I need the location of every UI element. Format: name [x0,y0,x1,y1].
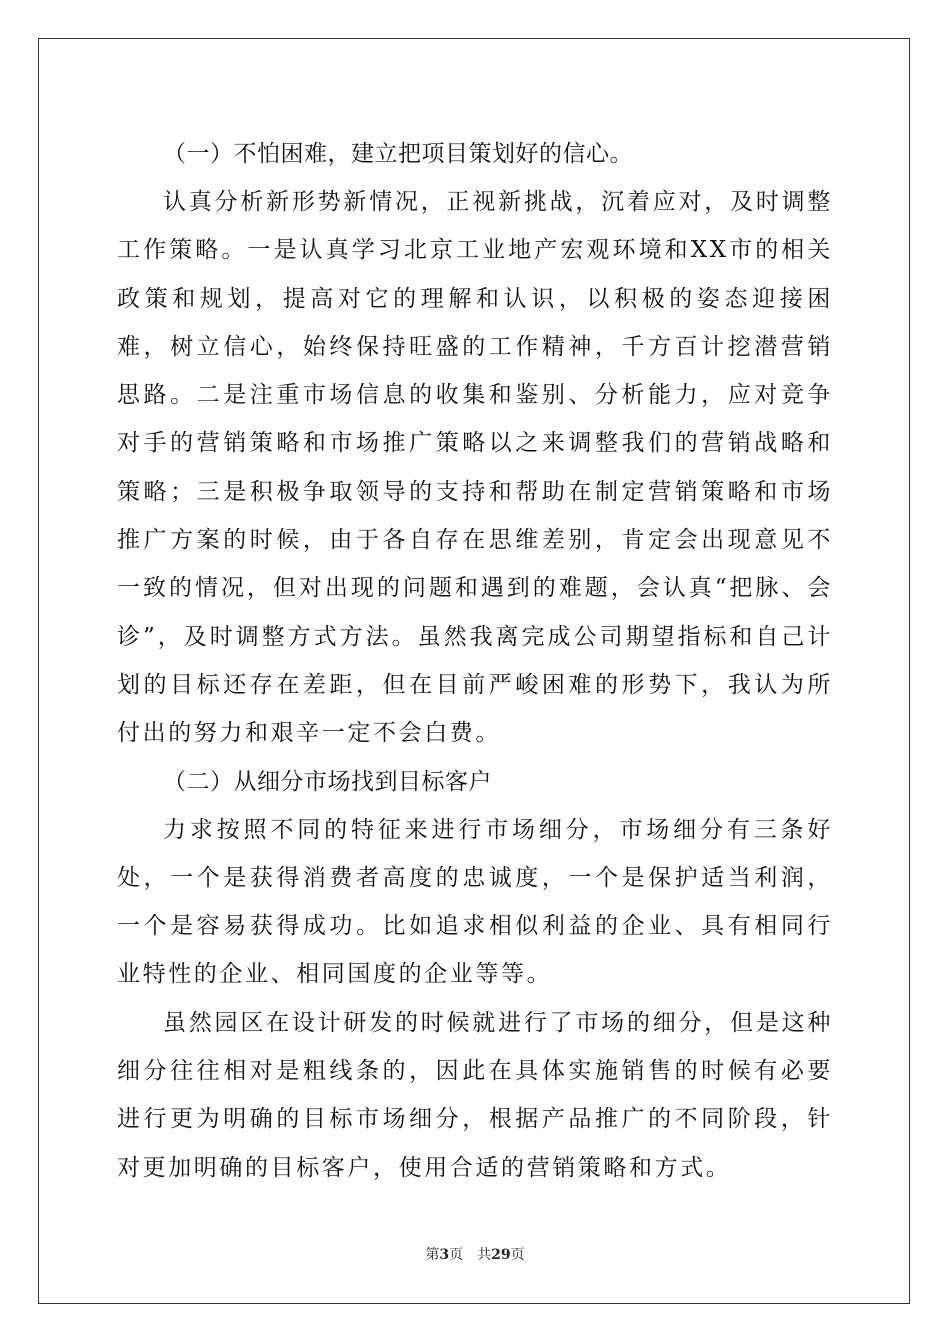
section-paragraph-3: 虽然园区在设计研发的时候就进行了市场的细分，但是这种细分往往相对是粗线条的，因此在具体实施销售的时候有必要进行更为明确的目标市场细分，根据产品推广的不同阶段，针对更加明确的目标客户，使用合适的营销策略和方式。 [117,1009,833,1181]
page-prefix: 第 [425,1247,440,1263]
total-prefix: 共 [477,1247,492,1263]
page-footer [0,1244,950,1264]
section-heading-2: （二）从细分市场找到目标客户 [163,768,492,795]
section-heading-1: （一）不怕困难，建立把项目策划好的信心。 [163,141,633,167]
section-paragraph-2: 力求按照不同的特征来进行市场细分，市场细分有三条好处，一个是获得消费者高度的忠诚度，一个是保护适当利润，一个是容易获得成功。比如追求相似利益的企业、具有相同行业特性的企业、相同国度的企业等等。 [117,816,833,988]
section-paragraph-1: 认真分析新形势新情况，正视新挑战，沉着应对，及时调整工作策略。一是认真学习北京工业地产宏观环境和XX市的相关政策和规划，提高对它的理解和认识，以积极的姿态迎接困难，树立信心，始终保持旺盛的工作精神，千方百计挖潜营销思路。二是注重市场信息的收集和鉴别、分析能力，应对竞争对手的营销策略和市场推广策略以之来调整我们的营销战略和策略；三是积极争取领导的支持和帮助在制定营销策略和市场推广方案的时候，由于各自存在思维差别，肯定会出现意见不一致的情况，但对出现的问题和遇到的难题，会认真“把脉、会诊”，及时调整方式方法。虽然我离完成公司期望指标和自己计划的目标还存在差距，但在目前严峻困难的形势下，我认为所付出的努力和艰辛一定不会白费。 [117,189,833,747]
page-number: 3 [439,1247,450,1263]
page-suffix: 页 [449,1247,464,1263]
total-suffix: 页 [510,1247,525,1263]
document-body [117,130,833,1192]
total-pages: 29 [491,1247,511,1263]
